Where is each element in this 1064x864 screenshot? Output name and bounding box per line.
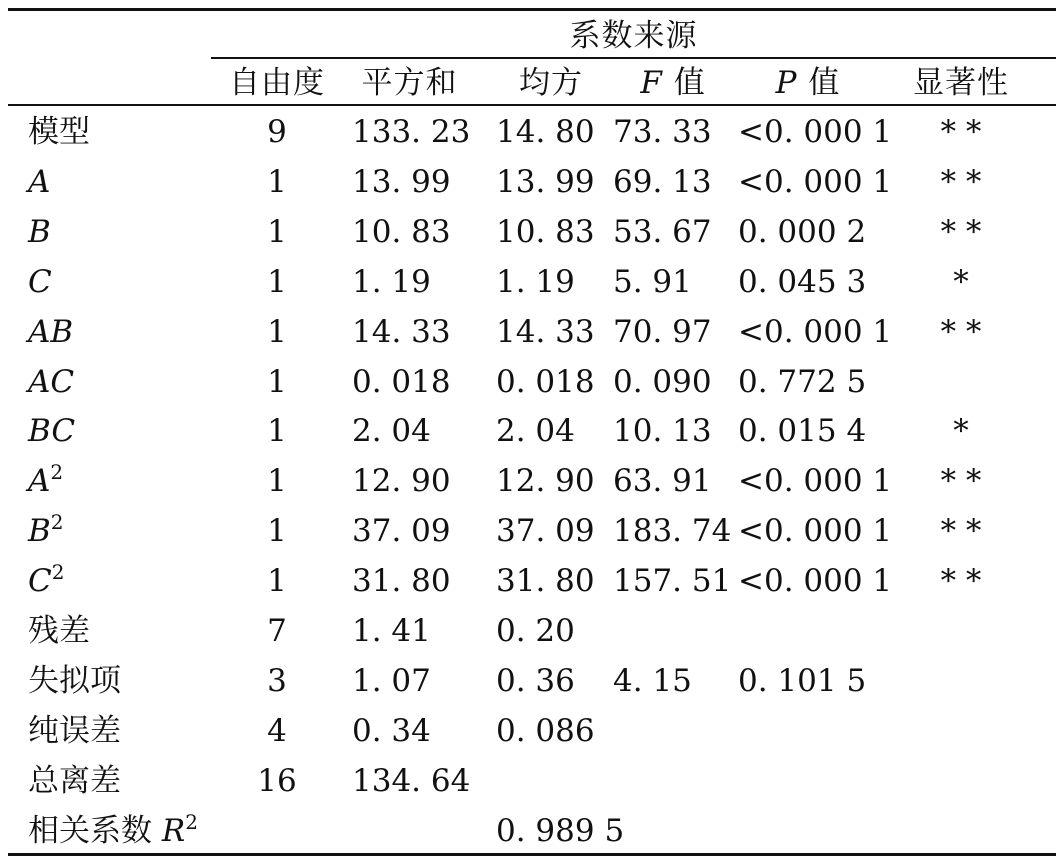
row-label-factor: C	[28, 563, 52, 599]
cell-sig: * *	[940, 314, 982, 350]
cell-ms: 0. 36	[496, 663, 575, 699]
row-label-text: 失拟项	[28, 663, 121, 699]
cell-df: 7	[267, 613, 287, 649]
cell-f: 70. 97	[613, 314, 712, 350]
cell-sig	[896, 757, 1026, 805]
anova-table	[8, 8, 1056, 856]
cell-ss: 1. 07	[352, 663, 431, 699]
row-label-exponent: 2	[50, 510, 64, 534]
row-label	[28, 507, 208, 555]
cell-sig	[896, 607, 1026, 655]
cell-f: 53. 67	[613, 214, 712, 250]
row-label	[28, 457, 208, 505]
cell-df: 1	[267, 314, 287, 350]
cell-ms: 31. 80	[496, 563, 595, 599]
cell-ss: 31. 80	[352, 563, 451, 599]
cell-ss: 10. 83	[352, 214, 451, 250]
row-label	[28, 607, 208, 655]
cell-ss: 1. 19	[352, 264, 431, 300]
row-label-factor: C	[28, 264, 52, 300]
row-label-exponent: 2	[50, 460, 64, 484]
cell-f	[613, 707, 733, 755]
row-label	[28, 258, 208, 306]
header-bottom-rule	[8, 104, 1056, 106]
cell-ss: 14. 33	[352, 314, 451, 350]
row-label	[28, 358, 208, 406]
col-header-ss: 平方和	[361, 65, 458, 101]
cell-ms: 12. 90	[496, 463, 595, 499]
row-label-text: 纯误差	[28, 713, 121, 749]
row-label	[28, 208, 208, 256]
cell-ms: 1. 19	[496, 264, 575, 300]
row-label	[28, 308, 208, 356]
cell-f: 5. 91	[613, 264, 692, 300]
cell-ms: 14. 80	[496, 114, 595, 150]
cell-p: <0. 000 1	[738, 164, 893, 200]
cell-f: 63. 91	[613, 463, 712, 499]
row-label	[28, 407, 208, 455]
cell-ms: 0. 20	[496, 613, 575, 649]
table-bottom-rule	[8, 853, 1056, 856]
cell-df	[227, 807, 327, 855]
cell-p	[738, 757, 878, 805]
cell-ss: 133. 23	[352, 114, 471, 150]
row-label-text: 残差	[28, 613, 90, 649]
cell-f	[613, 607, 733, 655]
col-header-p-letter: P	[775, 65, 798, 101]
row-label-text: 相关系数	[28, 813, 162, 849]
cell-p: 0. 015 4	[738, 413, 867, 449]
row-label	[28, 557, 208, 605]
cell-ss: 37. 09	[352, 513, 451, 549]
cell-f: 157. 51	[613, 563, 732, 599]
cell-p	[738, 807, 878, 855]
cell-ss: 0. 34	[352, 713, 431, 749]
cell-ss	[348, 807, 475, 855]
cell-p: 0. 101 5	[738, 663, 867, 699]
cell-sig: * *	[940, 164, 982, 200]
cell-f: 69. 13	[613, 164, 712, 200]
cell-ms: 2. 04	[496, 413, 575, 449]
cell-p: <0. 000 1	[738, 114, 893, 150]
col-header-p-suffix: 值	[808, 65, 841, 101]
row-label	[28, 657, 208, 705]
cell-p: <0. 000 1	[738, 513, 893, 549]
row-label	[28, 707, 208, 755]
cell-df: 1	[267, 463, 287, 499]
row-label-text: 模型	[28, 114, 90, 150]
row-label-factor: A	[28, 463, 51, 499]
cell-ss: 1. 41	[352, 613, 431, 649]
cell-ms: 14. 33	[496, 314, 595, 350]
cell-df: 1	[267, 513, 287, 549]
cell-p: 0. 000 2	[738, 214, 867, 250]
cell-p: <0. 000 1	[738, 463, 893, 499]
col-header-f-letter: F	[640, 65, 663, 101]
col-header-f-suffix: 值	[673, 65, 706, 101]
cell-p: 0. 045 3	[738, 264, 867, 300]
row-label-factor: B	[28, 513, 51, 549]
row-label-exponent: 2	[51, 560, 65, 584]
cell-sig: *	[953, 413, 969, 449]
row-label	[28, 757, 208, 805]
cell-p: <0. 000 1	[738, 563, 893, 599]
row-label-factor: AC	[28, 364, 75, 400]
cell-f	[613, 757, 733, 805]
col-header-f	[613, 59, 733, 107]
cell-p	[738, 607, 878, 655]
row-label-factor: BC	[28, 413, 76, 449]
cell-df: 16	[257, 763, 297, 799]
cell-sig: * *	[940, 114, 982, 150]
cell-f: 0. 090	[613, 364, 712, 400]
cell-ms: 37. 09	[496, 513, 595, 549]
cell-ss: 0. 018	[352, 364, 451, 400]
cell-df: 1	[267, 413, 287, 449]
cell-sig: * *	[940, 214, 982, 250]
cell-p	[738, 707, 878, 755]
cell-df: 4	[267, 713, 287, 749]
col-header-ms: 均方	[519, 65, 583, 101]
cell-ss: 134. 64	[352, 763, 471, 799]
table-top-rule	[8, 8, 1056, 11]
col-header-p	[738, 59, 878, 107]
cell-df: 1	[267, 164, 287, 200]
cell-df: 3	[267, 663, 287, 699]
row-label-text: 总离差	[28, 763, 121, 799]
cell-f: 73. 33	[613, 114, 712, 150]
cell-f: 183. 74	[613, 513, 732, 549]
cell-sig	[896, 657, 1026, 705]
row-label-factor: B	[28, 214, 51, 250]
row-label-factor: A	[28, 164, 51, 200]
cell-p: <0. 000 1	[738, 314, 893, 350]
cell-ms: 0. 086	[496, 713, 595, 749]
cell-ss: 12. 90	[352, 463, 451, 499]
cell-df: 1	[267, 563, 287, 599]
group-header-source: 系数来源	[569, 18, 698, 54]
row-label	[28, 807, 208, 855]
cell-sig	[896, 358, 1026, 406]
row-label-exponent: 2	[185, 810, 198, 834]
col-header-sig: 显著性	[913, 65, 1009, 101]
cell-sig	[896, 707, 1026, 755]
cell-ms	[496, 757, 606, 805]
cell-sig: * *	[940, 513, 982, 549]
row-label-factor: R	[161, 813, 186, 849]
cell-sig: * *	[940, 563, 982, 599]
row-label-factor: AB	[28, 314, 74, 350]
cell-p: 0. 772 5	[738, 364, 867, 400]
cell-f	[613, 807, 733, 855]
cell-sig: *	[953, 264, 969, 300]
cell-f: 4. 15	[613, 663, 692, 699]
cell-df: 1	[267, 364, 287, 400]
row-label	[28, 108, 208, 156]
row-label	[28, 158, 208, 206]
cell-f: 10. 13	[613, 413, 712, 449]
cell-ms: 13. 99	[496, 164, 595, 200]
cell-df: 1	[267, 264, 287, 300]
cell-ms: 0. 018	[496, 364, 595, 400]
cell-ms: 10. 83	[496, 214, 595, 250]
cell-df: 9	[267, 114, 287, 150]
cell-ss: 13. 99	[352, 164, 451, 200]
cell-ss: 2. 04	[352, 413, 431, 449]
cell-sig	[896, 807, 1026, 855]
cell-sig: * *	[940, 463, 982, 499]
cell-df: 1	[267, 214, 287, 250]
cell-ms: 0. 989 5	[496, 813, 625, 849]
col-header-df: 自由度	[229, 65, 325, 101]
